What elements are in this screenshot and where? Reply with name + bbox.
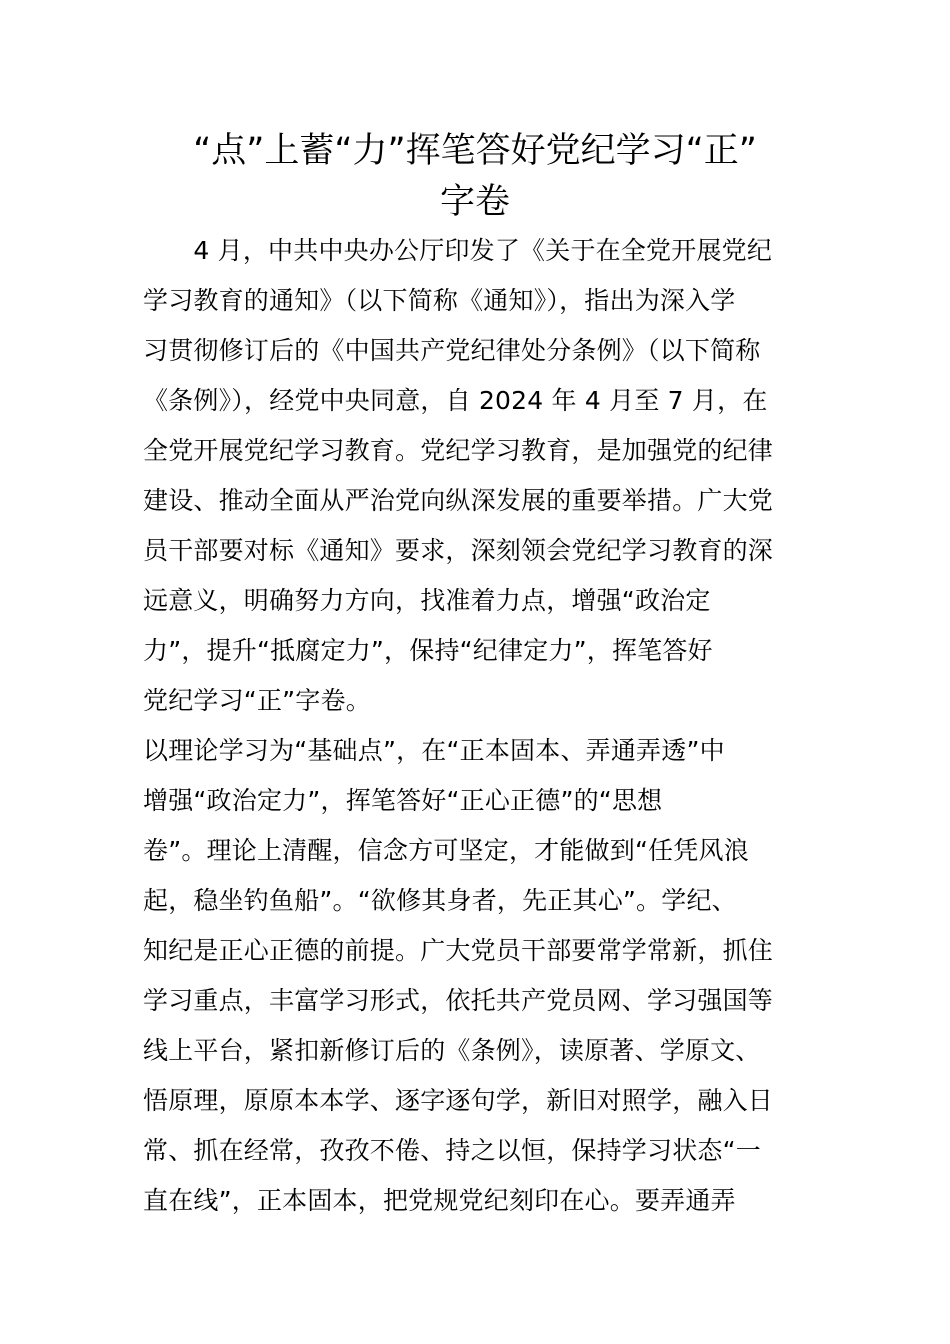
body-line: 以理论学习为“基础点”，在“正本固本、弄通弄透”中 [143,736,725,765]
body-line: 学习重点，丰富学习形式，依托共产党员网、学习强国等 [143,986,774,1015]
document-title-line-2: 字卷 [439,182,510,222]
document-title-line-1: “点”上蓄“力”挥笔答好党纪学习“正” [193,131,757,171]
body-line: 建设、推动全面从严治党向纵深发展的重要举措。广大党 [143,486,774,515]
body-line: 员干部要对标《通知》要求，深刻领会党纪学习教育的深 [143,536,774,565]
body-line: 党纪学习“正”字卷。 [143,686,371,715]
body-line: 线上平台，紧扣新修订后的《条例》，读原著、学原文、 [143,1036,761,1065]
body-line: 习贯彻修订后的《中国共产党纪律处分条例》（以下简称 [143,336,761,365]
body-line: 知纪是正心正德的前提。广大党员干部要常学常新，抓住 [143,936,774,965]
body-line: 起，稳坐钓鱼船”。“欲修其身者，先正其心”。学纪、 [143,886,737,915]
body-line: 《条例》），经党中央同意，自 2024 年 4 月至 7 月，在 [143,386,768,415]
body-line: 常、抓在经常，孜孜不倦、持之以恒，保持学习状态“一 [143,1136,761,1165]
body-line: 悟原理，原原本本学、逐字逐句学，新旧对照学，融入日 [143,1086,774,1115]
body-line: 直在线”，正本固本，把党规党纪刻印在心。要弄通弄 [143,1186,736,1215]
body-line: 力”，提升“抵腐定力”，保持“纪律定力”，挥笔答好 [143,636,713,665]
body-line: 远意义，明确努力方向，找准着力点，增强“政治定 [143,586,711,615]
body-line: 4 月，中共中央办公厅印发了《关于在全党开展党纪 [143,236,773,265]
body-line: 全党开展党纪学习教育。党纪学习教育，是加强党的纪律 [143,436,774,465]
body-line: 学习教育的通知》（以下简称《通知》），指出为深入学 [143,286,736,315]
body-line: 卷”。理论上清醒，信念方可坚定，才能做到“任凭风浪 [143,836,749,865]
document-body [143,226,807,1226]
body-line: 增强“政治定力”，挥笔答好“正心正德”的“思想 [143,786,663,815]
